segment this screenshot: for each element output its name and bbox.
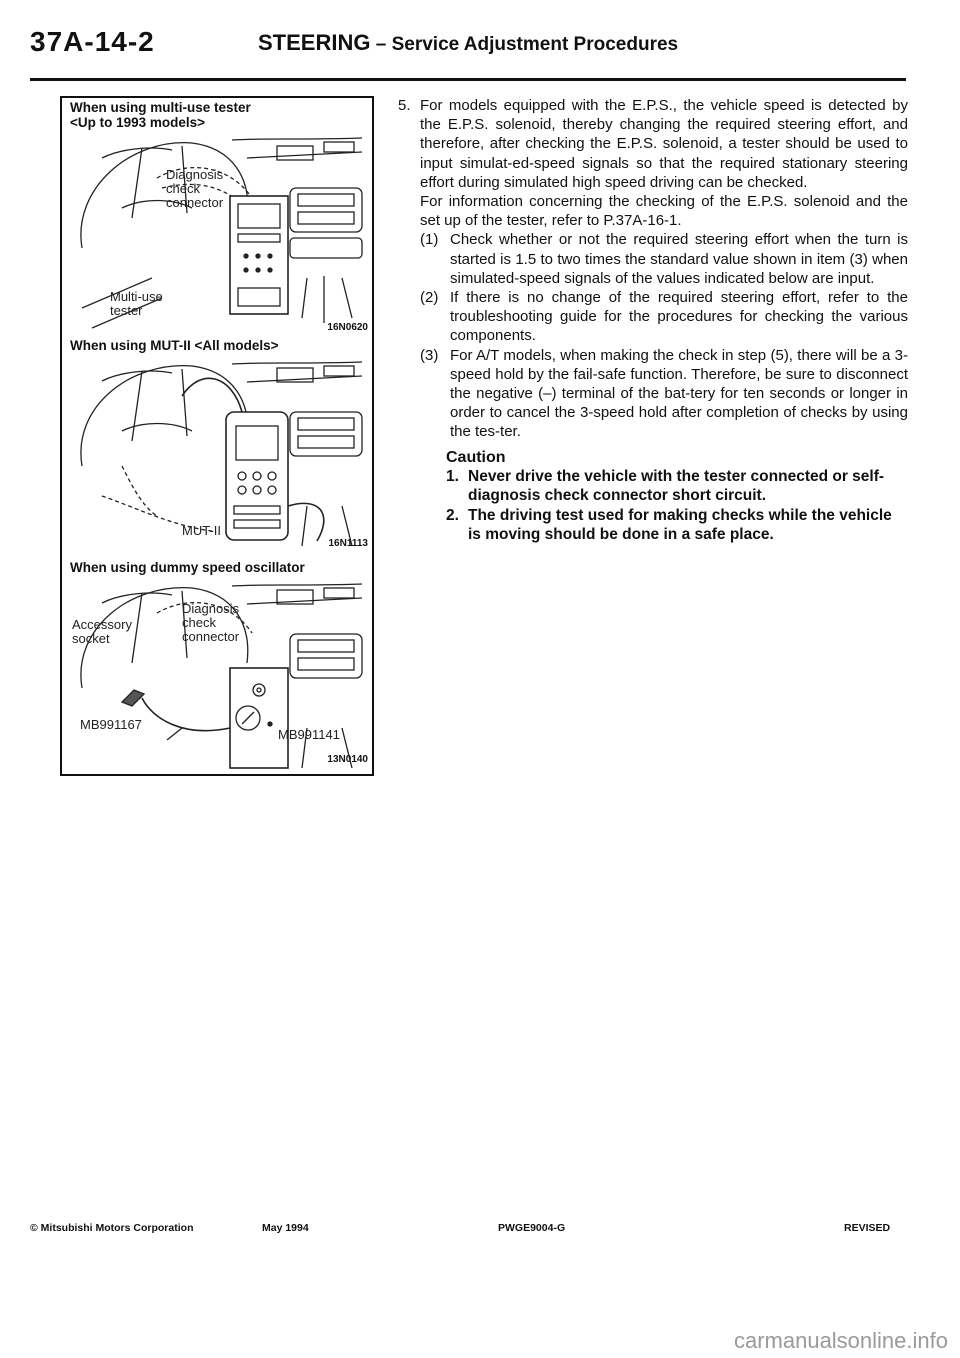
page-number: 37A-14-2 [30, 26, 155, 57]
caution-title: Caution [446, 448, 506, 466]
figure-panel [60, 96, 374, 776]
footer-copyright: © Mitsubishi Motors Corporation [30, 1222, 194, 1234]
sub-item-number: (2) [420, 289, 439, 307]
caution-text: The driving test used for making checks while the vehicle is moving should be done in a safe place. [468, 506, 892, 544]
figure-caption [70, 100, 251, 130]
sub-item [420, 346, 908, 442]
callout-line: Multi-use [110, 289, 163, 304]
sub-item [420, 230, 908, 288]
callout-diagnosis-connector [182, 602, 239, 644]
procedure-item-5 [398, 96, 908, 230]
item-number: 5. [398, 97, 411, 114]
sub-item-number: (1) [420, 231, 439, 249]
figure-caption: When using MUT-II <All models> [70, 338, 279, 353]
info-text: For information concerning the checking of the E.P.S. solenoid and the set up of the tester, refer to P.37A-16-1. [420, 193, 908, 230]
title-dash: – [370, 34, 392, 55]
figure-mut-ii [62, 338, 372, 560]
callout-line: check [182, 615, 216, 630]
footer-status: REVISED [844, 1222, 891, 1234]
callout-line: Accessory [72, 617, 132, 632]
figure-code: 13N0140 [327, 754, 368, 765]
callout-line: connector [182, 629, 240, 644]
caution-number: 2. [446, 506, 459, 524]
callout-mut-ii: MUT-II [182, 523, 221, 538]
sub-item-text: If there is no change of the required steering effort, refer to the troubleshooting guide for the procedures for checking the various components. [450, 289, 908, 345]
item-body [420, 96, 908, 230]
header-rule [30, 78, 906, 81]
sub-items [420, 230, 908, 441]
callout-line: socket [72, 631, 110, 646]
caution-text: Never drive the vehicle with the tester connected or self-diagnosis check connector short circuit. [468, 467, 885, 505]
caution-item [446, 467, 908, 506]
callout-line: tester [110, 303, 143, 318]
sub-item-text: For A/T models, when making the check in step (5), there will be a 3-speed hold by the fail-safe function. Therefore, be sure to disconnect the negative (–) terminal of the bat-tery for ten seconds or longer in order to cancel the 3-speed hold after completion of checks by using the tes-ter. [450, 346, 908, 441]
figure-multi-use-tester [62, 98, 372, 338]
callout-accessory-socket [72, 618, 132, 646]
callout-line: Diagnosis [166, 167, 224, 182]
callout-mb991167: MB991167 [80, 717, 142, 732]
figure-code: 16N0620 [327, 322, 368, 333]
procedure-text [398, 96, 908, 545]
caution-number: 1. [446, 467, 459, 485]
callout-diagnosis-connector [166, 168, 223, 210]
figure-caption: When using dummy speed oscillator [70, 560, 305, 575]
callout-mb991141: MB991141 [278, 727, 340, 742]
watermark: carmanualsonline.info [733, 1328, 948, 1353]
sub-item [420, 288, 908, 346]
caution-item [446, 506, 908, 545]
figure-code: 16N1113 [328, 538, 368, 549]
callout-line: check [166, 181, 200, 196]
page-header [30, 22, 906, 84]
figure-dummy-speed-oscillator [62, 560, 372, 774]
subsection-name: Service Adjustment Procedures [391, 34, 679, 55]
item-text: For models equipped with the E.P.S., the vehicle speed is detected by the E.P.S. solenoid, thereby changing the required steering effort, and therefore, after checking the E.P.S. solenoid, a tester should be used to input simulat-ed-speed signals so that the required stationary steering effort during simulated high speed driving can be checked. [420, 97, 908, 191]
sub-item-text: Check whether or not the required steering effort when the turn is started is 1.5 to two times the standard value shown in item (3) when simulated-speed signals of the values indicated below are input. [450, 231, 908, 287]
caption-line: <Up to 1993 models> [70, 115, 206, 130]
caption-line: When using multi-use tester [70, 100, 251, 115]
caution-block [446, 448, 908, 545]
section-title [258, 30, 678, 56]
section-name: STEERING [258, 30, 371, 55]
sub-item-number: (3) [420, 346, 439, 364]
callout-line: connector [166, 195, 224, 210]
callout-line: Diagnosis [182, 601, 240, 616]
multi-use-tester-illustration [62, 128, 372, 338]
footer-doc-code: PWGE9004-G [498, 1222, 566, 1234]
callout-multi-use-tester [110, 290, 163, 318]
footer-date: May 1994 [262, 1222, 309, 1234]
